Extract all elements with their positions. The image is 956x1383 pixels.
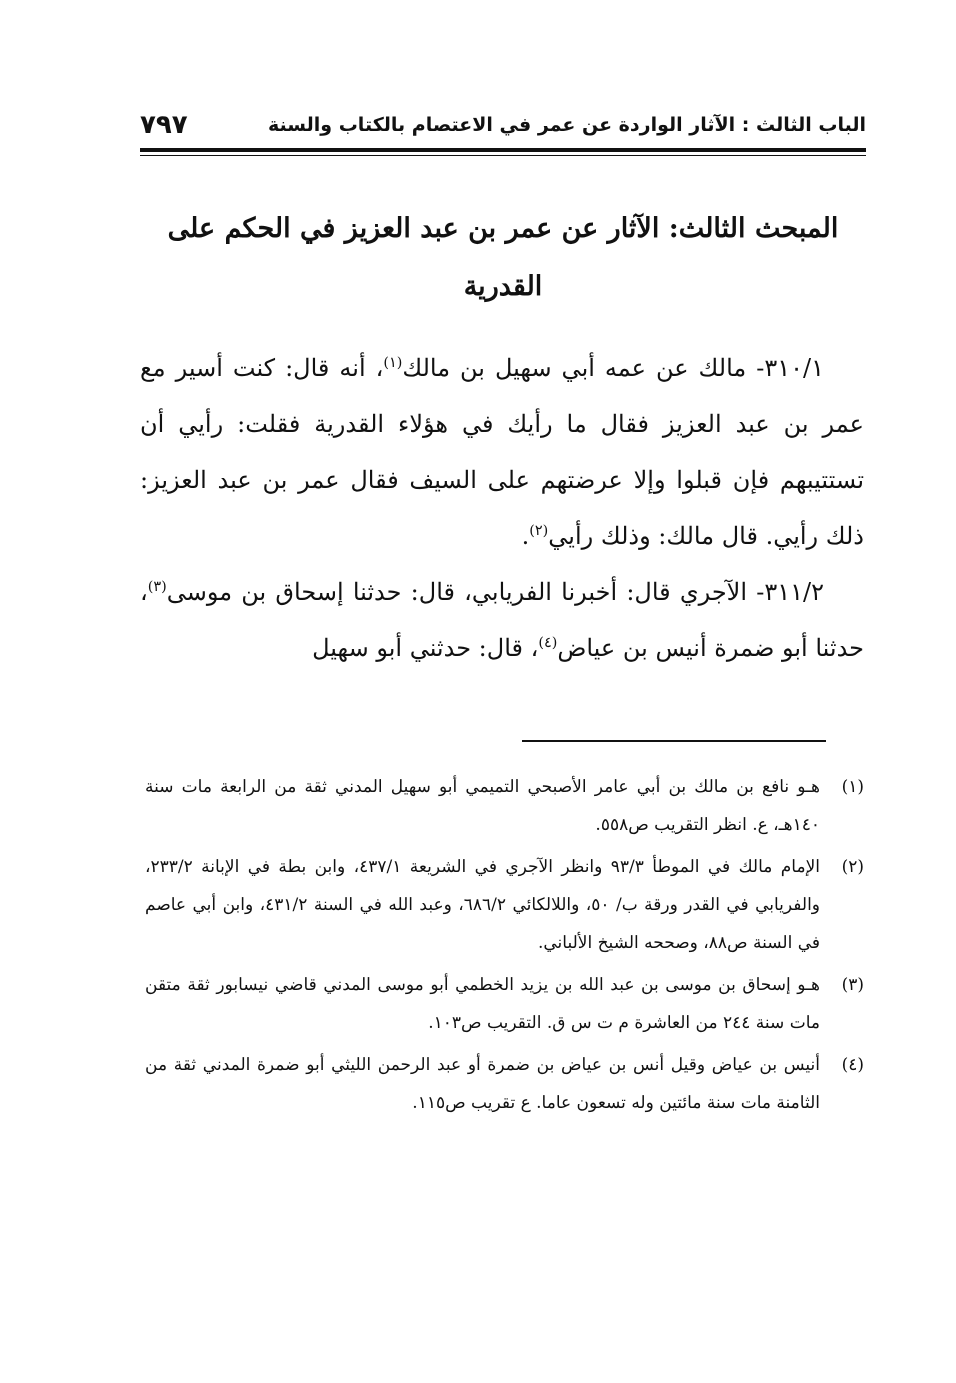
footnote-ref: (٣) <box>147 579 167 595</box>
main-text <box>140 340 864 676</box>
footnote-ref: (١) <box>383 355 403 371</box>
header-rule-thin <box>140 155 866 156</box>
footnote-ref: (٢) <box>529 523 549 539</box>
footnote-number: (٣) <box>841 975 864 995</box>
paragraph <box>140 564 864 676</box>
chapter-title: الباب الثالث : الآثار الواردة عن عمر في الاعتصام بالكتاب والسنة <box>268 114 866 136</box>
footnote-number: (٢) <box>841 857 864 877</box>
footnote-text: هـو إسحاق بن موسى بن عبد الله بن يزيد الخطمي أبو موسى المدني قاضي نيسابور ثقة متقن مات سنة ٢٤٤ من العاشرة م ت س ق. التقريب ص١٠٣. <box>145 975 820 1033</box>
footnote <box>145 966 864 1042</box>
footnote-text: هـو نافع بن مالك بن أبي عامر الأصبحي التميمي أبو سهيل المدني ثقة من الرابعة مات سنة ١٤٠هـ، ع. انظر التقريب ص٥٥٨. <box>145 777 820 835</box>
footnote <box>145 768 864 844</box>
footnotes <box>145 768 864 1126</box>
page-number: ٧٩٧ <box>140 110 188 140</box>
paragraph-text: ٣١٠/١- مالك عن عمه أبي سهيل بن مالك <box>402 354 825 382</box>
header-rule <box>140 148 866 152</box>
paragraph-text: ، حدثنا أبو ضمرة أنيس بن عياض <box>140 578 864 662</box>
footnote <box>145 848 864 962</box>
running-header <box>140 110 866 140</box>
paragraph-text: ، أنه قال: كنت أسير مع عمر بن عبد العزيز فقال ما رأيك في هؤلاء القدرية فقلت: رأيي أن تستتيبهم فإن قبلوا وإلا عرضتهم على السيف فقال عمر بن عبد العزيز: ذلك رأيي. قال مالك: وذلك رأيي <box>140 354 864 550</box>
footnote-text: أنيس بن عياض وقيل أنس بن عياض بن ضمرة أو عبد الرحمن الليثي أبو ضمرة المدني ثقة من الثامنة مات سنة مائتين وله تسعون عاما. ع تقريب ص١١٥. <box>145 1055 820 1113</box>
footnote-ref: (٤) <box>538 635 558 651</box>
footnote <box>145 1046 864 1122</box>
paragraph-text: . <box>521 522 530 550</box>
paragraph <box>140 340 864 564</box>
section-title: المبحث الثالث: الآثار عن عمر بن عبد العزيز في الحكم على القدرية <box>167 213 839 302</box>
footnote-text: الإمام مالك في الموطأ ٩٣/٣ وانظر الآجري في الشريعة ٤٣٧/١، وابن بطة في الإبانة ٢٣٣/٢، والفريابي في القدر ورقة ب/ ٥٠، واللالكائي ٦٨٦/٢، وعبد الله في السنة ٤٣١/٢، وابن أبي عاصم في السنة ص٨٨، وصححه الشيخ الألباني. <box>145 857 821 953</box>
footnote-number: (٤) <box>841 1055 864 1075</box>
footnote-separator <box>522 740 826 742</box>
footnote-number: (١) <box>841 777 864 797</box>
paragraph-text: ، قال: حدثني أبو سهيل <box>312 634 539 662</box>
paragraph-text: ٣١١/٢- الآجري قال: أخبرنا الفريابي، قال: حدثنا إسحاق بن موسى <box>166 578 824 606</box>
